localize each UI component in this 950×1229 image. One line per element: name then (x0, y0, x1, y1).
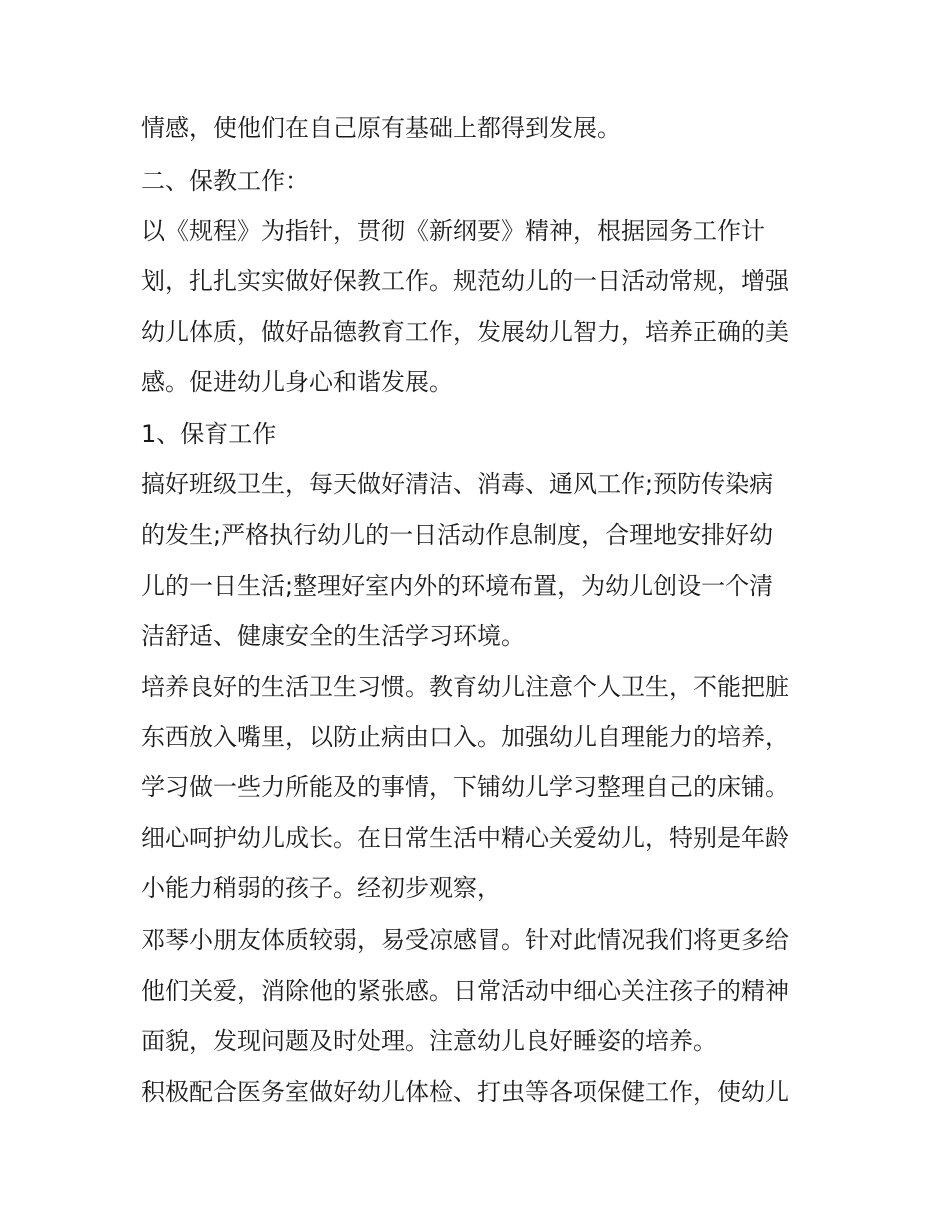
subsection-heading: 1、保育工作 (141, 420, 277, 448)
text-line: 他们关爱，消除他的紧张感。日常活动中细心关注孩子的精神 (141, 977, 789, 1005)
text-line: 邓琴小朋友体质较弱，易受凉感冒。针对此情况我们将更多给 (141, 926, 789, 954)
text-line: 的发生;严格执行幼儿的一日活动作息制度，合理地安排好幼 (141, 521, 774, 549)
section-heading: 二、保教工作： (141, 167, 309, 195)
text-line: 学习做一些力所能及的事情，下铺幼儿学习整理自己的床铺。 (141, 773, 789, 801)
text-line: 划，扎扎实实做好保教工作。规范幼儿的一日活动常规，增强 (141, 267, 789, 295)
text-line: 情感，使他们在自己原有基础上都得到发展。 (141, 114, 621, 142)
text-line: 小能力稍弱的孩子。经初步观察， (141, 874, 501, 902)
text-line: 搞好班级卫生，每天做好清洁、消毒、通风工作;预防传染病 (141, 470, 774, 498)
text-line: 东西放入嘴里，以防止病由口入。加强幼儿自理能力的培养， (141, 723, 789, 751)
text-line: 幼儿体质，做好品德教育工作，发展幼儿智力，培养正确的美 (141, 318, 789, 346)
text-line: 积极配合医务室做好幼儿体检、打虫等各项保健工作，使幼儿 (141, 1078, 789, 1106)
text-line: 儿的一日生活;整理好室内外的环境布置，为幼儿创设一个清 (141, 572, 774, 600)
text-line: 细心呵护幼儿成长。在日常生活中精心关爱幼儿，特别是年龄 (141, 824, 789, 852)
text-line: 面貌，发现问题及时处理。注意幼儿良好睡姿的培养。 (141, 1027, 717, 1055)
text-line: 以《规程》为指针，贯彻《新纲要》精神，根据园务工作计 (141, 217, 765, 245)
text-line: 培养良好的生活卫生习惯。教育幼儿注意个人卫生，不能把脏 (141, 673, 789, 701)
text-line: 洁舒适、健康安全的生活学习环境。 (141, 622, 525, 650)
text-line: 感。促进幼儿身心和谐发展。 (141, 368, 453, 396)
